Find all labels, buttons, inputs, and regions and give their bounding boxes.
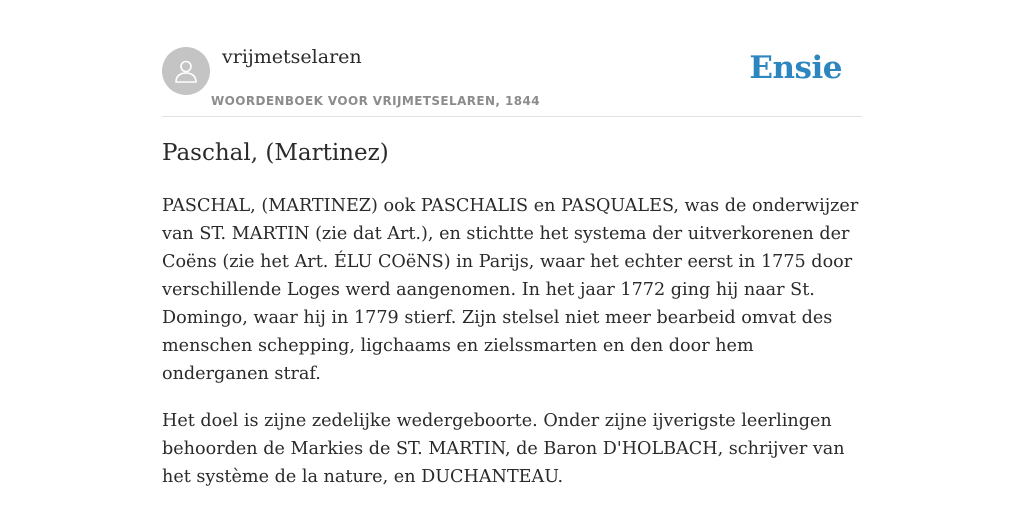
article-header: [162, 0, 862, 117]
page-container: [162, 0, 862, 512]
author-username[interactable]: vrijmetselaren: [222, 46, 362, 68]
ensie-logo[interactable]: Ensie: [749, 50, 842, 86]
article-body: [162, 192, 862, 510]
page-title: Paschal, (Martinez): [162, 140, 389, 166]
source-label[interactable]: WOORDENBOEK VOOR VRIJMETSELAREN, 1844: [211, 94, 540, 108]
avatar[interactable]: [162, 47, 210, 95]
article-paragraph-1: PASCHAL, (MARTINEZ) ook PASCHALIS en PASQUALES, was de onderwijzer van ST. MARTIN (zie dat Art.), en stichtte het systema der uitverkorenen der Coëns (zie het Art. ÉLU COëNS) in Parijs, waar het echter eerst in 1775 door verschillende Loges werd aangenomen. In het jaar 1772 ging hij naar St. Domingo, waar hij in 1779 stierf. Zijn stelsel niet meer bearbeid omvat des menschen schepping, ligchaams en zielssmarten en den door hem onderganen straf.: [162, 196, 859, 384]
user-icon: [172, 57, 200, 85]
article-paragraph-2: Het doel is zijne zedelijke wedergeboorte. Onder zijne ijverigste leerlingen behoorden de Markies de ST. MARTIN, de Baron D'HOLBACH, schrijver van het système de la nature, en DUCHANTEAU.: [162, 411, 845, 487]
